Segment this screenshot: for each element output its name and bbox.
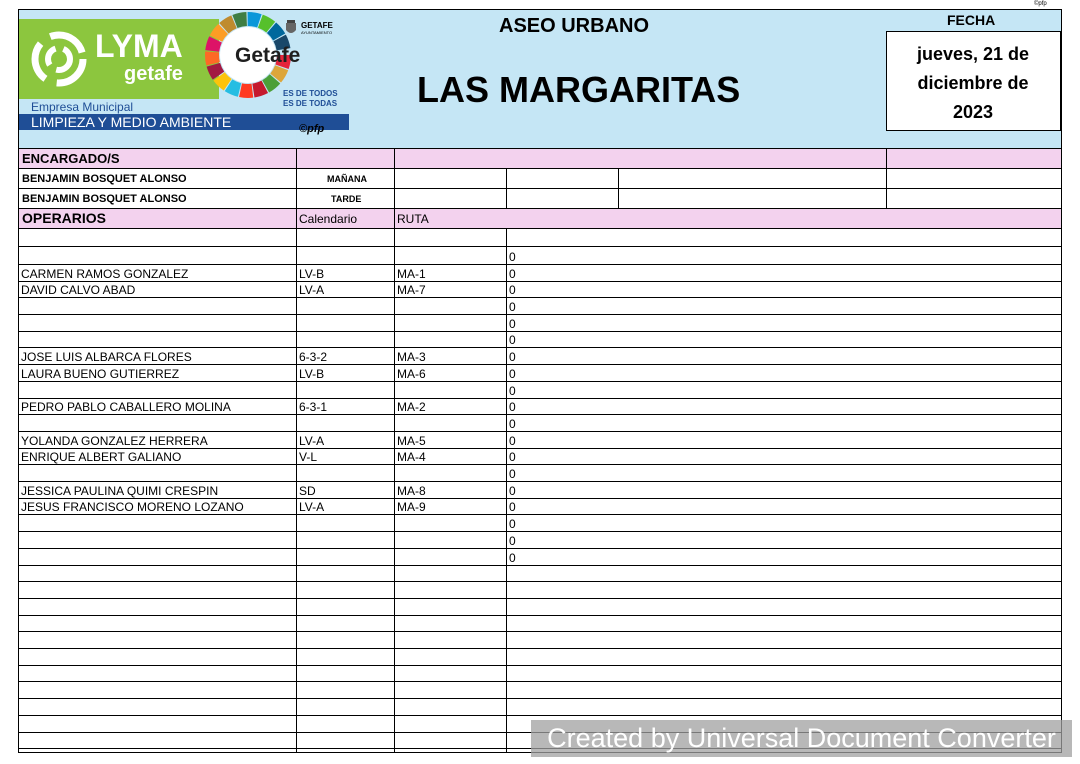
column-divider (506, 229, 507, 753)
operario-calendario: 6-3-1 (299, 400, 328, 415)
operario-ruta: MA-9 (397, 500, 426, 515)
operario-value: 0 (509, 266, 516, 281)
watermark: Created by Universal Document Converter (531, 720, 1072, 757)
operario-value: 0 (509, 350, 516, 365)
table-row (19, 499, 1061, 516)
fecha-box (886, 31, 1061, 131)
getafe-crest-sub: AYUNTAMIENTO (301, 30, 333, 35)
table-row (19, 482, 1061, 499)
operarios-table (19, 229, 1061, 753)
table-row (19, 549, 1061, 566)
lyma-logo (19, 19, 219, 99)
operario-ruta: MA-7 (397, 283, 426, 298)
table-row (19, 699, 1061, 716)
operario-name: LAURA BUENO GUTIERREZ (21, 366, 180, 381)
encargado-shift: MAÑANA (327, 174, 367, 184)
operario-ruta: MA-4 (397, 450, 426, 465)
encargado-name: BENJAMIN BOSQUET ALONSO (22, 173, 187, 185)
operario-value: 0 (509, 300, 516, 315)
operario-calendario: LV-A (299, 433, 325, 448)
table-row (19, 265, 1061, 282)
getafe-crest-label: GETAFE (301, 21, 333, 30)
getafe-crest-icon (285, 20, 297, 36)
column-divider (296, 229, 297, 753)
table-row (19, 582, 1061, 599)
operario-value: 0 (509, 483, 516, 498)
operario-name: JOSE LUIS ALBARCA FLORES (21, 350, 192, 365)
operario-value: 0 (509, 250, 516, 264)
fecha-label: FECHA (947, 12, 996, 28)
operario-name: PEDRO PABLO CABALLERO MOLINA (21, 400, 231, 415)
lyma-brand-sub: getafe (124, 63, 183, 85)
company-line1: Empresa Municipal (31, 100, 134, 114)
encargado-shift: TARDE (331, 194, 362, 204)
operario-name: CARMEN RAMOS GONZALEZ (21, 266, 189, 281)
operario-ruta: MA-3 (397, 350, 426, 365)
operario-value: 0 (509, 366, 516, 381)
page-subtitle: LAS MARGARITAS (417, 69, 741, 110)
operarios-label: OPERARIOS (22, 210, 107, 226)
col-ruta: RUTA (397, 212, 429, 226)
operario-value: 0 (509, 533, 516, 548)
operario-ruta: MA-8 (397, 483, 426, 498)
operario-calendario: LV-A (299, 500, 325, 515)
operario-calendario: SD (299, 483, 316, 498)
operario-ruta: MA-2 (397, 400, 426, 415)
table-row (19, 532, 1061, 549)
table-row (19, 516, 1061, 533)
page-title: ASEO URBANO (499, 15, 650, 37)
table-row (19, 382, 1061, 399)
table-row (19, 349, 1061, 366)
operario-value: 0 (509, 500, 516, 515)
operario-ruta: MA-6 (397, 366, 426, 381)
operario-calendario: 6-3-2 (299, 350, 328, 365)
table-row (19, 449, 1061, 466)
table-row (19, 599, 1061, 616)
col-calendario: Calendario (299, 212, 358, 226)
table-row (19, 298, 1061, 315)
encargados-header-row (19, 149, 1061, 168)
table-row (19, 432, 1061, 449)
operario-ruta: MA-1 (397, 266, 426, 281)
table-row (19, 399, 1061, 416)
table-row (19, 247, 1061, 265)
fecha-value: jueves, 21 de diciembre de 2023 (916, 44, 1030, 122)
operario-value: 0 (509, 416, 516, 431)
table-row (19, 649, 1061, 666)
table-row (19, 632, 1061, 649)
operario-name: YOLANDA GONZALEZ HERRERA (21, 433, 208, 448)
encargados-label: ENCARGADO/S (22, 151, 120, 166)
table-row (19, 365, 1061, 382)
lyma-brand: LYMA (95, 28, 183, 64)
encargado-name: BENJAMIN BOSQUET ALONSO (22, 193, 187, 205)
table-row (19, 683, 1061, 700)
sheet (18, 9, 1062, 753)
corner-copyright: ©pfp (1034, 1, 1047, 7)
column-divider (394, 229, 395, 753)
operario-value: 0 (509, 450, 516, 465)
table-row (19, 465, 1061, 482)
table-row (19, 282, 1061, 299)
lyma-swirl-icon (29, 29, 89, 89)
operario-ruta: MA-5 (397, 433, 426, 448)
slogan-line2: ES DE TODAS (283, 99, 338, 108)
operario-value: 0 (509, 517, 516, 532)
table-row (19, 666, 1061, 683)
operario-name: JESSICA PAULINA QUIMI CRESPIN (21, 483, 219, 498)
operario-value: 0 (509, 333, 516, 348)
operario-calendario: LV-B (299, 366, 325, 381)
table-row (19, 332, 1061, 349)
operario-name: ENRIQUE ALBERT GALIANO (21, 450, 182, 465)
operario-value: 0 (509, 383, 516, 398)
operario-name: DAVID CALVO ABAD (21, 283, 136, 298)
table-row (19, 566, 1061, 583)
logo-block (19, 19, 349, 135)
operario-value: 0 (509, 400, 516, 415)
operario-value: 0 (509, 467, 516, 482)
operario-value: 0 (509, 283, 516, 298)
operarios-header-row (19, 209, 1061, 228)
operario-calendario: V-L (299, 450, 318, 465)
getafe-word: Getafe (235, 44, 301, 67)
slogan-line1: ES DE TODOS (283, 89, 338, 98)
company-line2: LIMPIEZA Y MEDIO AMBIENTE (19, 114, 349, 130)
table-row (19, 229, 1061, 247)
operario-name: JESUS FRANCISCO MORENO LOZANO (21, 500, 244, 515)
operario-value: 0 (509, 550, 516, 565)
operario-calendario: LV-A (299, 283, 325, 298)
operario-value: 0 (509, 433, 516, 448)
table-row (19, 415, 1061, 432)
table-row (19, 315, 1061, 332)
operario-calendario: LV-B (299, 266, 325, 281)
operario-value: 0 (509, 316, 516, 331)
logo-copyright: ©pfp (299, 123, 325, 135)
table-row (19, 616, 1061, 633)
